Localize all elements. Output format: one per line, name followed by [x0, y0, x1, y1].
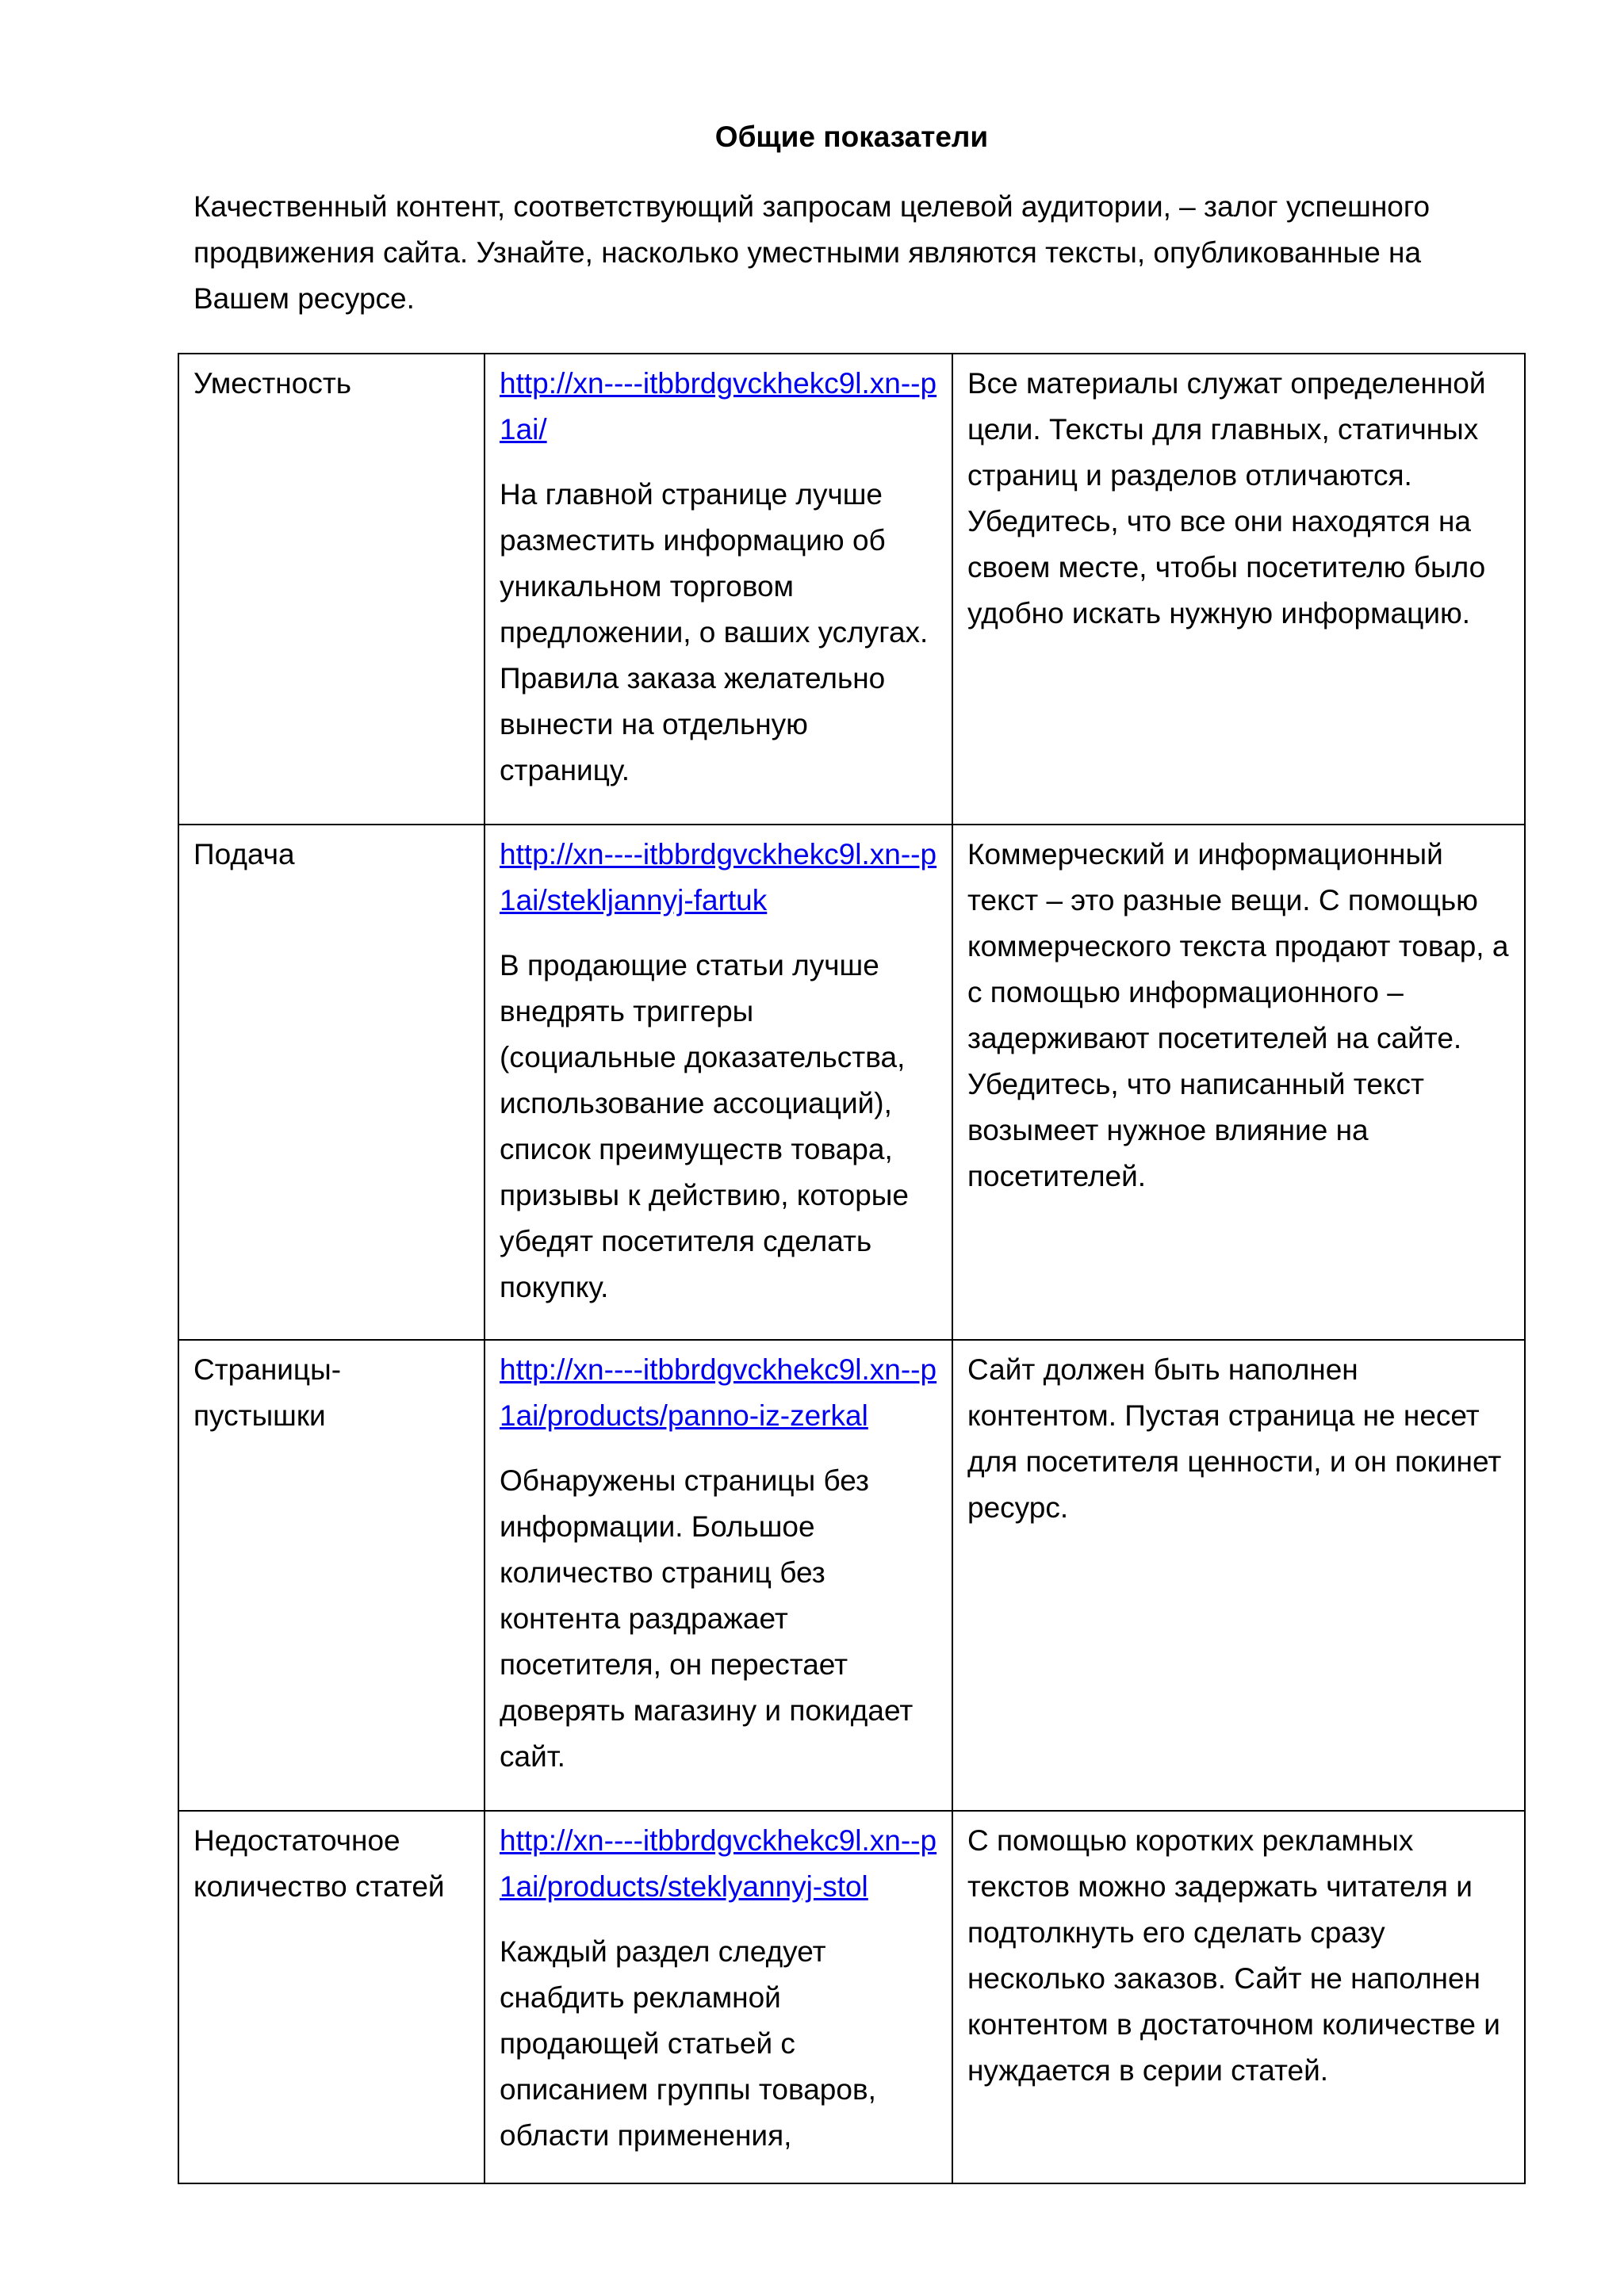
metric-detail-cell — [485, 354, 952, 825]
metric-label: Страницы-пустышки — [193, 1353, 342, 1432]
table-row — [178, 354, 1525, 825]
metric-label: Уместность — [193, 367, 352, 400]
metric-advice: Каждый раздел следует снабдить рекламной продающей статьей с описанием группы товаров, области применения, — [500, 1935, 876, 2152]
page-link[interactable]: http://xn----itbbrdgvckhekc9l.xn--p1ai/products/steklyannyj-stol — [500, 1824, 937, 1903]
intro-paragraph: Качественный контент, соответствующий запросам целевой аудитории, – залог успешного продвижения сайта. Узнайте, насколько уместными являются тексты, опубликованные на Вашем ресурсе. — [193, 190, 1431, 315]
page-link[interactable]: http://xn----itbbrdgvckhekc9l.xn--p1ai/stekljannyj-fartuk — [500, 838, 937, 916]
metric-label-cell — [178, 354, 485, 825]
metrics-table — [178, 353, 1526, 2184]
metric-label: Недостаточное количество статей — [193, 1824, 445, 1903]
metric-detail-cell — [485, 1811, 952, 2183]
metric-description-cell — [952, 825, 1525, 1340]
table-row — [178, 1811, 1525, 2183]
metric-description: С помощью коротких рекламных текстов можно задержать читателя и подтолкнуть его сделать сразу несколько заказов. Сайт не наполнен контентом в достаточном количестве и нуждается в серии статей. — [967, 1824, 1500, 2087]
metric-advice: В продающие статьи лучше внедрять триггеры (социальные доказательства, использование ассоциаций), список преимуществ товара, призывы к действию, которые убедят посетителя сделать покупку. — [500, 949, 909, 1303]
metric-detail-cell — [485, 825, 952, 1340]
metric-description: Коммерческий и информационный текст – это разные вещи. С помощью коммерческого текста продают товар, а с помощью информационного – задерживают посетителей на сайте. Убедитесь, что написанный текст возымеет нужное влияние на посетителей. — [967, 838, 1509, 1192]
metric-detail-cell — [485, 1340, 952, 1811]
metric-label-cell — [178, 1811, 485, 2183]
metric-description-cell — [952, 1340, 1525, 1811]
table-row — [178, 1340, 1525, 1811]
metric-description: Все материалы служат определенной цели. Тексты для главных, статичных страниц и разделов отличаются. Убедитесь, что все они находятся на своем месте, чтобы посетителю было удобно искать нужную информацию. — [967, 367, 1486, 629]
metric-description: Сайт должен быть наполнен контентом. Пустая страница не несет для посетителя ценности, и он покинет ресурс. — [967, 1353, 1502, 1524]
metric-description-cell — [952, 1811, 1525, 2183]
document-title: Общие показатели — [714, 121, 989, 153]
page-link[interactable]: http://xn----itbbrdgvckhekc9l.xn--p1ai/ — [500, 367, 937, 446]
metric-label-cell — [178, 825, 485, 1340]
table-row — [178, 825, 1525, 1340]
metric-advice: Обнаружены страницы без информации. Большое количество страниц без контента раздражает посетителя, он перестает доверять магазину и покидает сайт. — [500, 1464, 914, 1773]
metric-advice: На главной странице лучше разместить информацию об уникальном торговом предложении, о ваших услугах. Правила заказа желательно вынести на отдельную страницу. — [500, 478, 929, 786]
metric-label-cell — [178, 1340, 485, 1811]
page-link[interactable]: http://xn----itbbrdgvckhekc9l.xn--p1ai/products/panno-iz-zerkal — [500, 1353, 937, 1432]
metric-label: Подача — [193, 838, 295, 871]
metric-description-cell — [952, 354, 1525, 825]
